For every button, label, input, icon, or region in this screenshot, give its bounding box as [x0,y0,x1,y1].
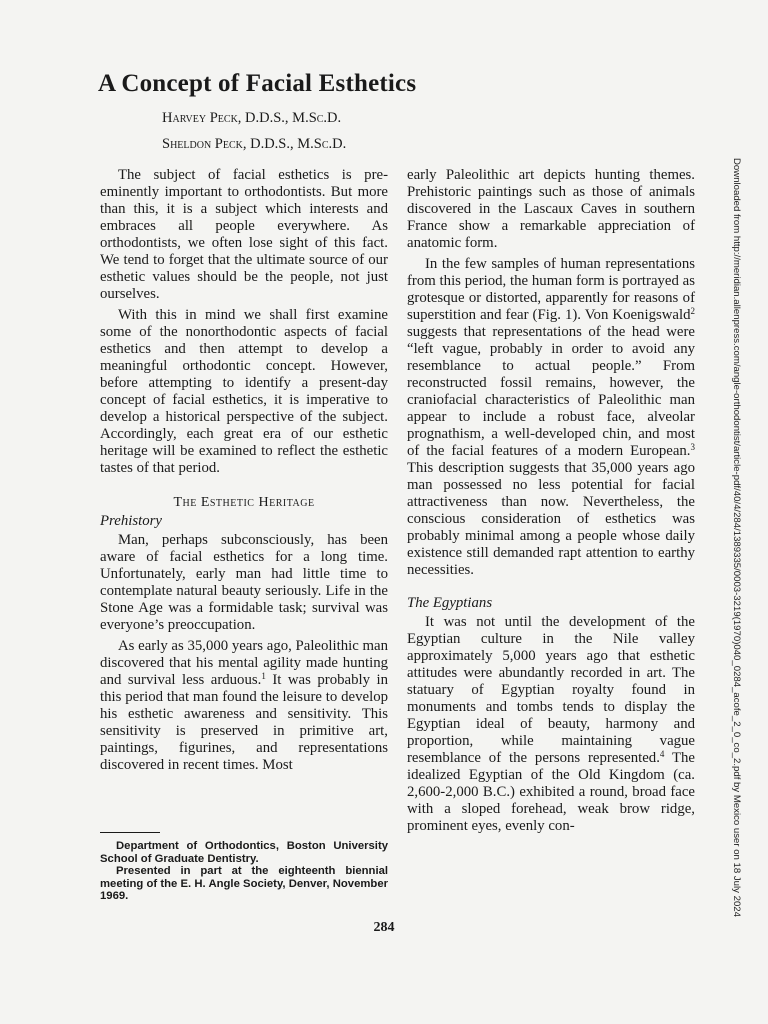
left-column [100,167,388,774]
paragraph [407,256,695,579]
paragraph: With this in mind we shall first examine some of the nonorthodontic aspects of facial esthetics and then attempt to develop a meaningful orthodontic concept. However, before attempting to identify a present-day concept of facial esthetics, it is imperative to develop a historical perspective of the subject. Accordingly, each great era of our esthetic heritage will be examined to reflect the esthetic tastes of that period. [100,307,388,476]
paragraph-text: As early as 35,000 years ago, Paleolithic man discovered that his mental agility made hunting and survival less arduous. [100,638,388,688]
author-harvey-peck: Harvey Peck, D.D.S., M.Sc.D. [162,110,342,126]
reference-marker: 3 [690,442,695,452]
paragraph [407,614,695,835]
paragraph-text: The idealized Egyptian of the Old Kingdom (ca. 2,600-2,000 B.C.) exhibited a round, broad face with a sloped forehead, weak brow ridge, prominent eyes, evenly con- [407,750,695,834]
reference-marker: 4 [659,749,665,759]
section-heading: The Esthetic Heritage [173,495,315,510]
paragraph [100,638,388,774]
paragraph-text: It was probably in this period that man found the leisure to develop his esthetic awareness and sensitivity. This sensitivity is preserved in primitive art, paintings, figurines, and representations discovered in recent times. Most [100,672,388,773]
right-column [407,167,695,835]
download-watermark [728,158,742,917]
footnote-presentation: Presented in part at the eighteenth biennial meeting of the E. H. Angle Society, Denver, November 1969. [100,865,388,903]
article-title: A Concept of Facial Esthetics [98,70,417,97]
reference-marker: 1 [261,671,266,681]
paragraph: Man, perhaps subconsciously, has been aware of facial esthetics for a long time. Unfortunately, early man had little time to contemplate natural beauty seriously. Life in the Stone Age was a formidable task; survival was everyone’s preoccupation. [100,532,388,633]
page-number: 284 [373,920,395,935]
subheading-prehistory: Prehistory [100,513,162,529]
download-watermark-text: Downloaded from http://meridian.allenpress.com/angle-orthodontist/article-pdf/40/4/284/1389335/0003-3219(1970)040_0284_acofe_2_0_co_2.pdf by Mexico user on 18 July 2024 [731,158,742,917]
footnotes [100,840,388,903]
footnote-affiliation: Department of Orthodontics, Boston University School of Graduate Dentistry. [100,840,388,865]
paragraph-text: This description suggests that 35,000 years ago man possessed no less potential for facial attractiveness than now. Nevertheless, the conscious consideration of esthetics was probably minimal among a people whose daily existence still demanded rapt attention to earthy necessities. [407,460,695,578]
paragraph-text: It was not until the development of the Egyptian culture in the Nile valley approximately 5,000 years ago that esthetic attitudes were abundantly recorded in art. The statuary of Egyptian royalty found in monuments and tombs tends to display the Egyptian ideal of beauty, harmony and proportion, while maintaining vague resemblance of the persons represented. [407,614,695,766]
footnote-divider [100,832,160,833]
paragraph: The subject of facial esthetics is pre-eminently important to orthodontists. But more than this, it is a subject which interests and embraces all people everywhere. As orthodontists, we often lose sight of this fact. We tend to forget that the ultimate source of our esthetic values should be the people, not just ourselves. [100,167,388,302]
paragraph: early Paleolithic art depicts hunting themes. Prehistoric paintings such as those of animals discovered in the Lascaux Caves in southern France show a remarkable appreciation of anatomic form. [407,167,695,251]
reference-marker: 2 [690,306,695,316]
subheading-egyptians: The Egyptians [407,595,493,611]
paragraph-text: In the few samples of human representations from this period, the human form is portrayed as grotesque or distorted, apparently for reasons of superstition and fear (Fig. 1). Von Koenigswald [407,256,695,323]
author-sheldon-peck: Sheldon Peck, D.D.S., M.Sc.D. [162,136,347,152]
paragraph-text: suggests that representations of the head were “left vague, probably in order to avoid any resemblance to actual people.” From reconstructed fossil remains, however, the craniofacial characteristics of Paleolithic man appear to include a robust face, alveolar prognathism, a well-developed chin, and most of the facial features of a modern European. [407,324,695,459]
